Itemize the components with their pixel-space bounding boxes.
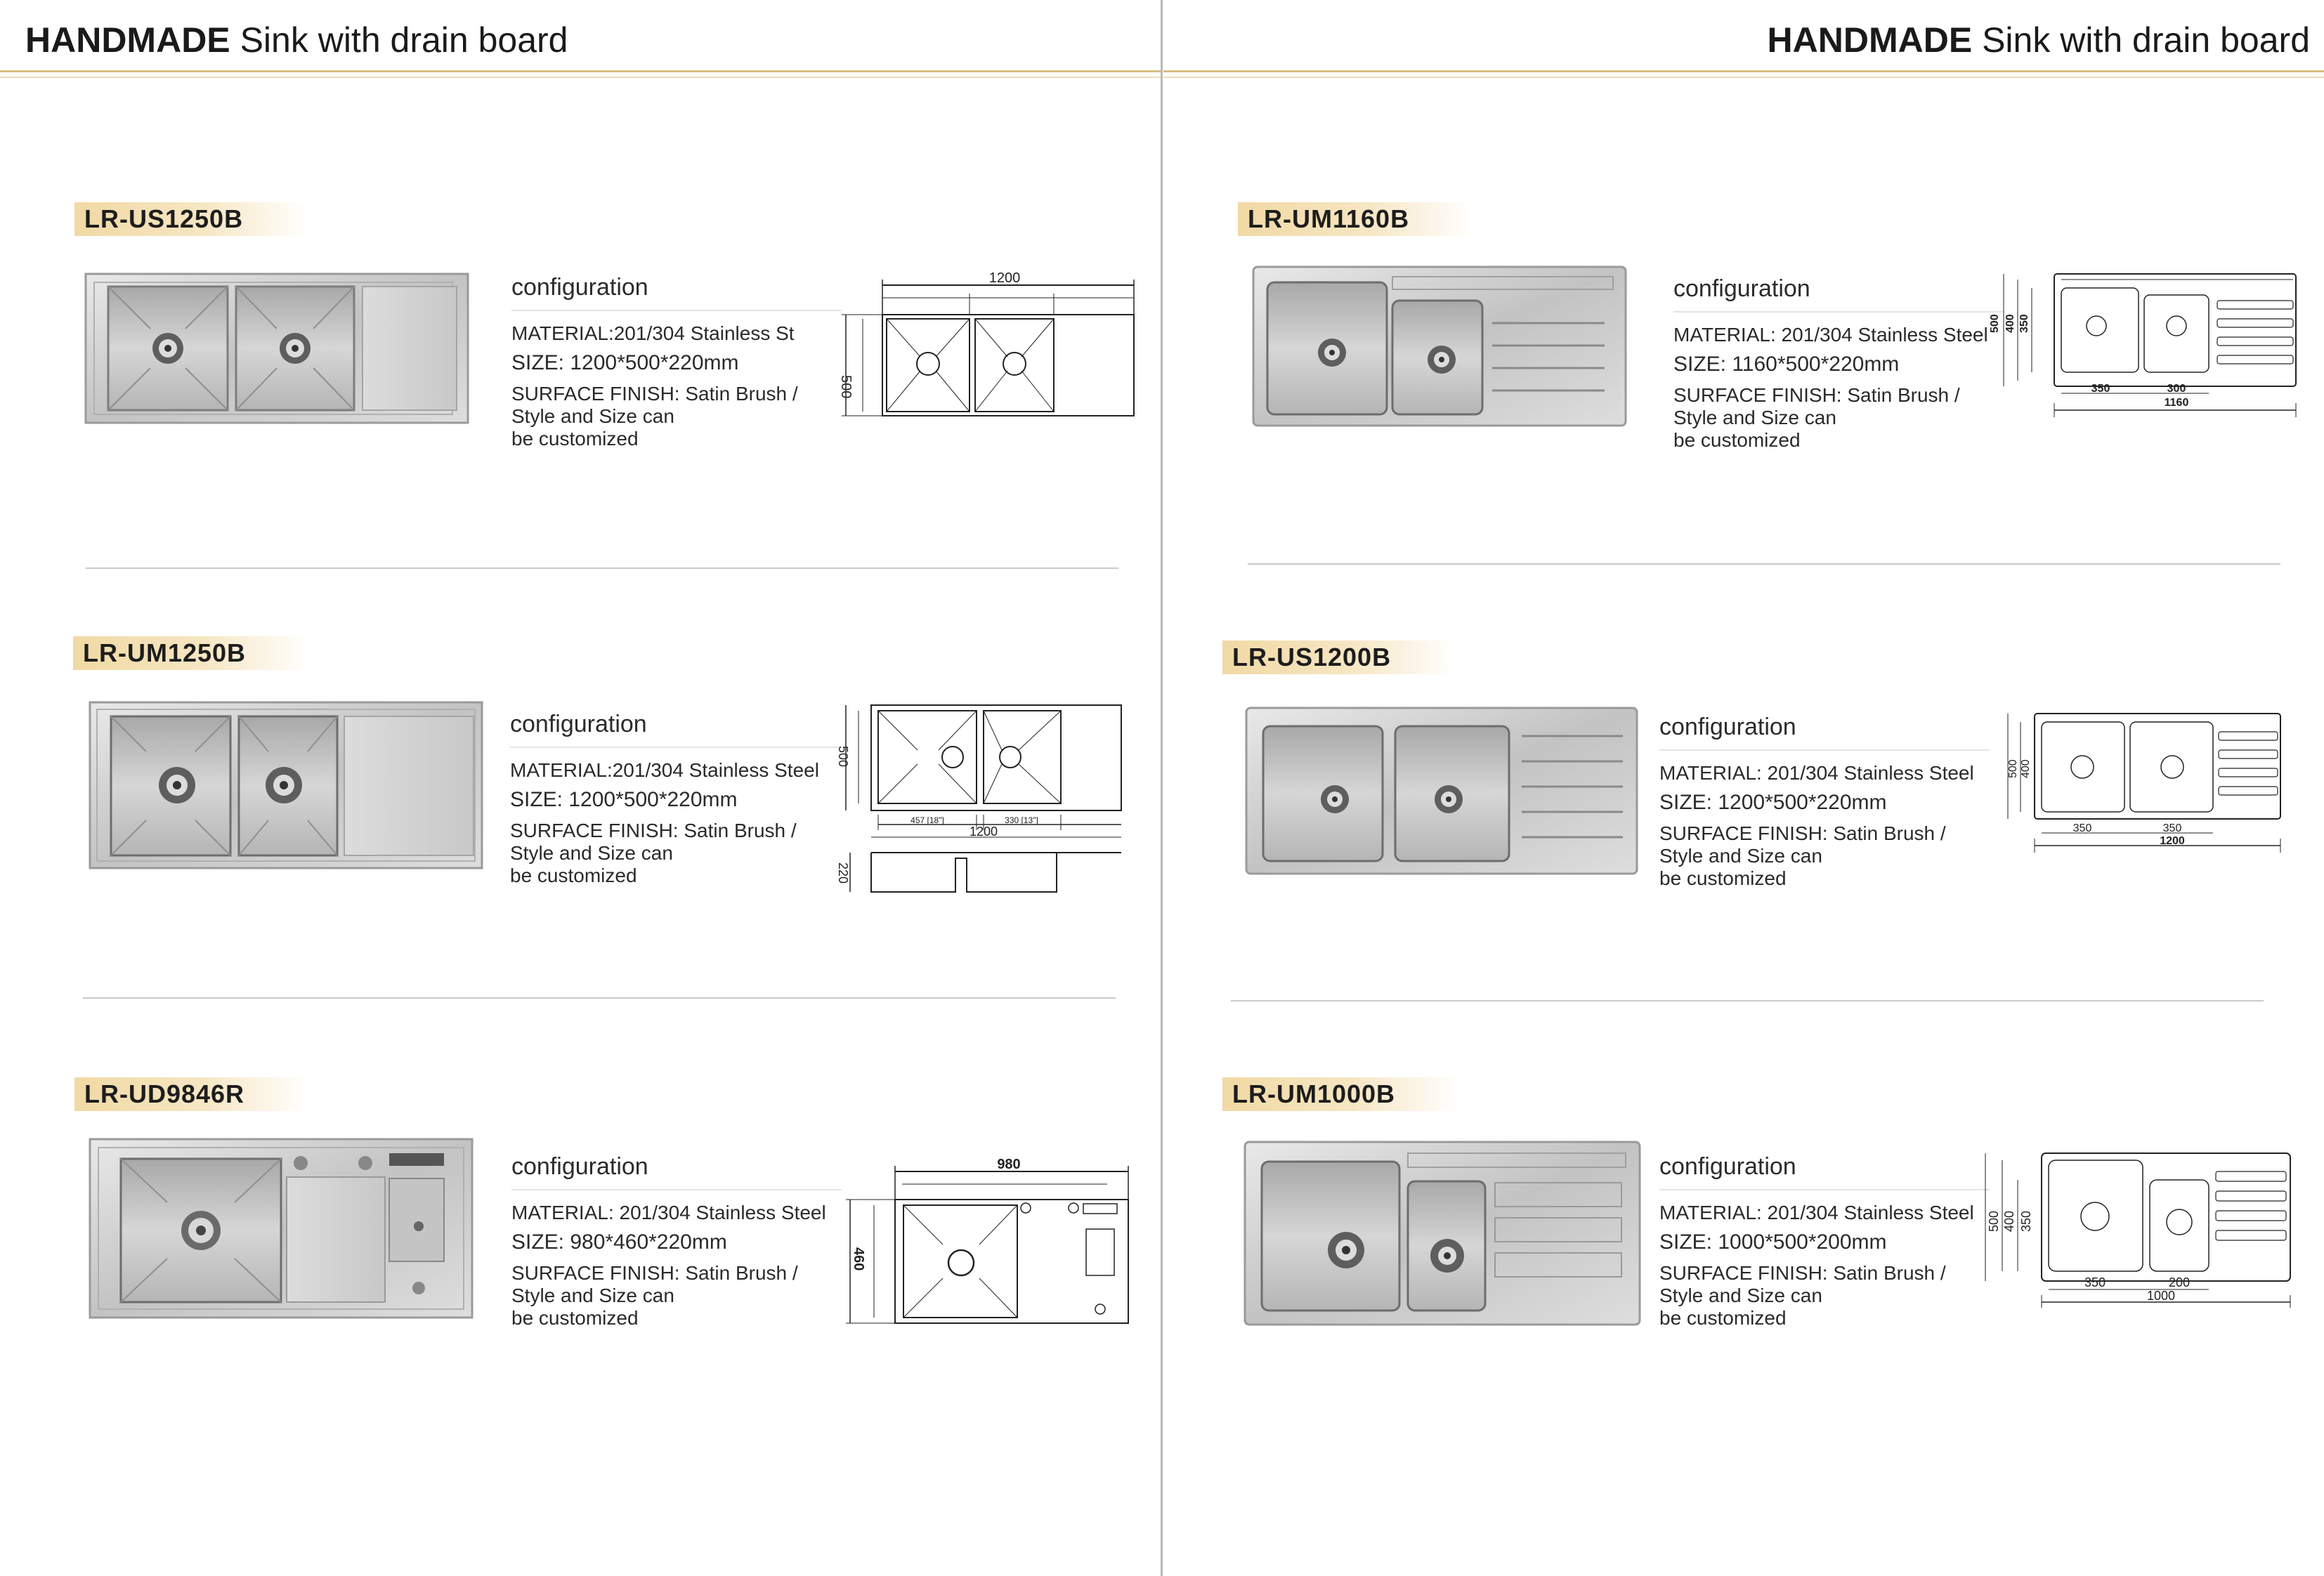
finish-text: SURFACE FINISH: Satin Brush / Style and Size can be customized <box>1659 1262 1946 1329</box>
configuration-block <box>1659 714 1990 890</box>
material-text: MATERIAL: 201/304 Stainless Steel <box>1673 324 1988 346</box>
header-title: Sink with drain board <box>1982 20 2310 60</box>
dim-height: 220 <box>836 862 850 884</box>
header-rule-thin <box>0 77 1161 78</box>
material-text: MATERIAL:201/304 Stainless St <box>511 322 795 344</box>
dim-width: 1200 <box>2160 835 2185 847</box>
left-page <box>0 0 1161 1576</box>
finish-text: SURFACE FINISH: Satin Brush / Style and Size can be customized <box>510 820 797 886</box>
dim-d3: 350 <box>2018 314 2030 333</box>
finish-text: SURFACE FINISH: Satin Brush / Style and Size can be customized <box>511 1262 798 1329</box>
section-divider <box>1231 1000 2264 1002</box>
dim-depth: 460 <box>851 1247 866 1271</box>
page-spine <box>1161 0 1163 1576</box>
dim-width: 1200 <box>988 270 1021 286</box>
dim-bowl1: 350 <box>2091 383 2110 395</box>
dim-width: 1160 <box>2164 397 2189 409</box>
header-rule <box>1163 70 2324 72</box>
size-text: SIZE: 1000*500*200mm <box>1659 1230 1887 1254</box>
technical-drawing <box>840 1157 1135 1337</box>
model-tag: LR-UM1250B <box>73 636 309 670</box>
dim-depth: 500 <box>836 746 850 768</box>
product-photo <box>90 702 482 868</box>
header-rule <box>0 70 1161 72</box>
dim-bowl2: 200 <box>2168 1275 2191 1289</box>
model-tag: LR-UM1160B <box>1238 202 1473 236</box>
config-title: configuration <box>1659 714 1990 751</box>
configuration-block <box>511 274 842 450</box>
dim-bowl1: 350 <box>2072 822 2092 834</box>
config-title: configuration <box>1659 1153 1990 1190</box>
page-header <box>1768 20 2310 60</box>
dim-depth: 500 <box>838 375 854 399</box>
config-title: configuration <box>511 1153 842 1190</box>
size-text: SIZE: 980*460*220mm <box>511 1230 727 1254</box>
dim-d1: 500 <box>1987 1210 2001 1232</box>
model-tag: LR-UD9846R <box>74 1077 308 1111</box>
configuration-block <box>510 711 840 887</box>
configuration-block <box>511 1153 842 1329</box>
product-photo <box>86 274 468 423</box>
config-title: configuration <box>1673 275 2004 313</box>
header-brand: HANDMADE <box>25 20 230 60</box>
technical-drawing <box>1989 270 2299 424</box>
section-divider <box>86 567 1118 569</box>
dim-bowl2: 300 <box>2167 383 2186 395</box>
size-text: SIZE: 1200*500*220mm <box>1659 791 1887 814</box>
product-photo <box>1246 708 1637 874</box>
technical-drawing <box>833 700 1128 917</box>
page-header <box>25 20 568 60</box>
product-photo <box>1245 1142 1640 1325</box>
finish-text: SURFACE FINISH: Satin Brush / Style and Size can be customized <box>511 383 798 449</box>
dim-d1: 500 <box>2007 759 2019 778</box>
dim-bowl2: 350 <box>2162 822 2182 834</box>
section-divider <box>83 997 1116 999</box>
material-text: MATERIAL: 201/304 Stainless Steel <box>1659 1202 1974 1223</box>
size-text: SIZE: 1200*500*220mm <box>510 788 738 811</box>
material-text: MATERIAL: 201/304 Stainless Steel <box>1659 762 1974 784</box>
material-text: MATERIAL: 201/304 Stainless Steel <box>511 1202 826 1223</box>
section-divider <box>1248 563 2280 565</box>
dim-bowl1: 350 <box>2084 1275 2106 1289</box>
dim-d1: 500 <box>1989 314 2001 333</box>
configuration-block <box>1659 1153 1990 1329</box>
product-photo <box>90 1139 472 1318</box>
dim-d3: 350 <box>2019 1210 2033 1232</box>
dim-bowl2: 330 [13"] <box>1005 815 1038 825</box>
header-rule-thin <box>1163 77 2324 78</box>
model-tag: LR-UM1000B <box>1222 1077 1458 1111</box>
configuration-block <box>1673 275 2004 452</box>
config-title: configuration <box>510 711 840 748</box>
config-title: configuration <box>511 274 842 311</box>
product-photo <box>1253 267 1626 426</box>
header-brand: HANDMADE <box>1767 20 1973 60</box>
dim-width: 1000 <box>2146 1289 2176 1303</box>
size-text: SIZE: 1200*500*220mm <box>511 351 739 374</box>
model-tag: LR-US1200B <box>1222 641 1454 674</box>
dim-bowl1: 457 [18"] <box>910 815 944 825</box>
dim-d2: 400 <box>2002 1210 2016 1232</box>
finish-text: SURFACE FINISH: Satin Brush / Style and Size can be customized <box>1673 384 1960 451</box>
material-text: MATERIAL:201/304 Stainless Steel <box>510 759 819 781</box>
dim-d2: 400 <box>2004 314 2016 333</box>
header-title: Sink with drain board <box>240 20 568 60</box>
dim-width: 980 <box>997 1157 1021 1172</box>
finish-text: SURFACE FINISH: Satin Brush / Style and Size can be customized <box>1659 822 1946 889</box>
technical-drawing <box>2004 708 2299 869</box>
right-page <box>1163 0 2324 1576</box>
dim-width: 1200 <box>969 825 998 839</box>
model-tag: LR-US1250B <box>74 202 306 236</box>
technical-drawing <box>1981 1145 2297 1313</box>
dim-d2: 400 <box>2020 759 2032 778</box>
size-text: SIZE: 1160*500*220mm <box>1673 353 1900 376</box>
technical-drawing <box>836 272 1138 441</box>
